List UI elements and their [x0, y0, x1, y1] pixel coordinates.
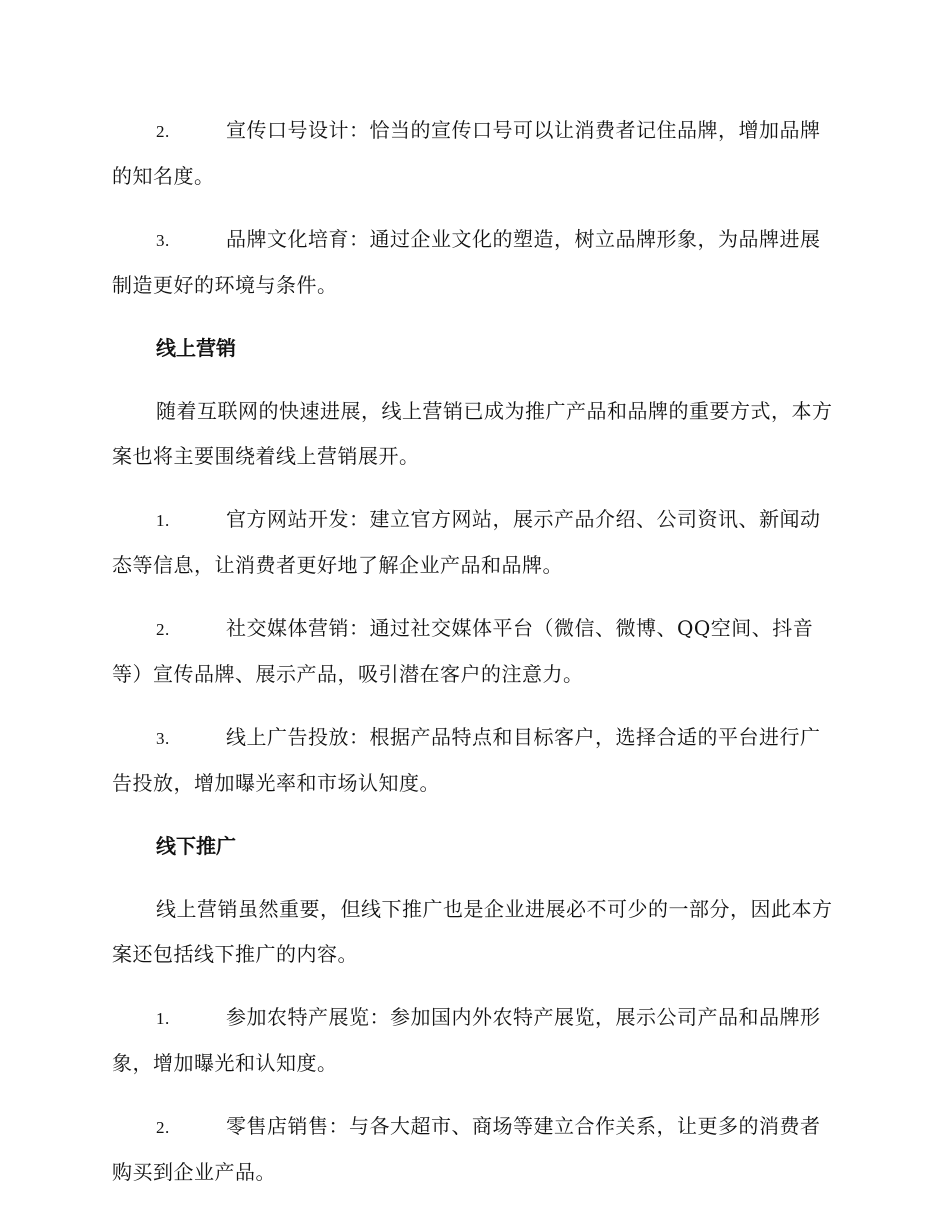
list-item-slogan-design [112, 108, 834, 199]
list-item-online-ads [112, 715, 834, 806]
list-item-text: 线上广告投放：根据产品特点和目标客户，选择合适的平台进行广告投放，增加曝光率和市场认知度。 [112, 725, 821, 795]
list-number: 1. [156, 1009, 170, 1028]
list-number: 1. [156, 511, 170, 530]
paragraph-offline-promotion-intro: 线上营销虽然重要，但线下推广也是企业进展必不可少的一部分，因此本方案还包括线下推广的内容。 [112, 897, 833, 966]
list-item-text: 社交媒体营销：通过社交媒体平台（微信、微博、QQ空间、抖音等）宣传品牌、展示产品，吸引潜在客户的注意力。 [112, 616, 814, 686]
list-item-text: 参加农特产展览：参加国内外农特产展览，展示公司产品和品牌形象，增加曝光和认知度。 [112, 1005, 821, 1075]
list-item-retail-sales [112, 1104, 834, 1195]
list-item-agri-exhibition [112, 995, 834, 1086]
list-number: 2. [156, 620, 170, 639]
list-number: 3. [156, 231, 170, 250]
list-item-brand-culture [112, 217, 834, 308]
list-number: 2. [156, 122, 170, 141]
list-item-text: 官方网站开发：建立官方网站，展示产品介绍、公司资讯、新闻动态等信息，让消费者更好地了解企业产品和品牌。 [112, 507, 821, 577]
document-body [112, 108, 834, 1213]
list-item-social-media [112, 606, 834, 697]
list-item-text: 宣传口号设计：恰当的宣传口号可以让消费者记住品牌，增加品牌的知名度。 [112, 118, 821, 188]
section-heading-offline-promotion: 线下推广 [156, 834, 236, 858]
list-item-official-website [112, 497, 834, 588]
list-number: 3. [156, 729, 170, 748]
list-item-text: 品牌文化培育：通过企业文化的塑造，树立品牌形象，为品牌进展制造更好的环境与条件。 [112, 227, 821, 297]
list-item-text: 零售店销售：与各大超市、商场等建立合作关系，让更多的消费者购买到企业产品。 [112, 1114, 821, 1184]
list-number: 2. [156, 1118, 170, 1137]
paragraph-online-marketing-intro: 随着互联网的快速进展，线上营销已成为推广产品和品牌的重要方式，本方案也将主要围绕着线上营销展开。 [112, 399, 833, 468]
section-heading-online-marketing: 线上营销 [156, 336, 236, 360]
